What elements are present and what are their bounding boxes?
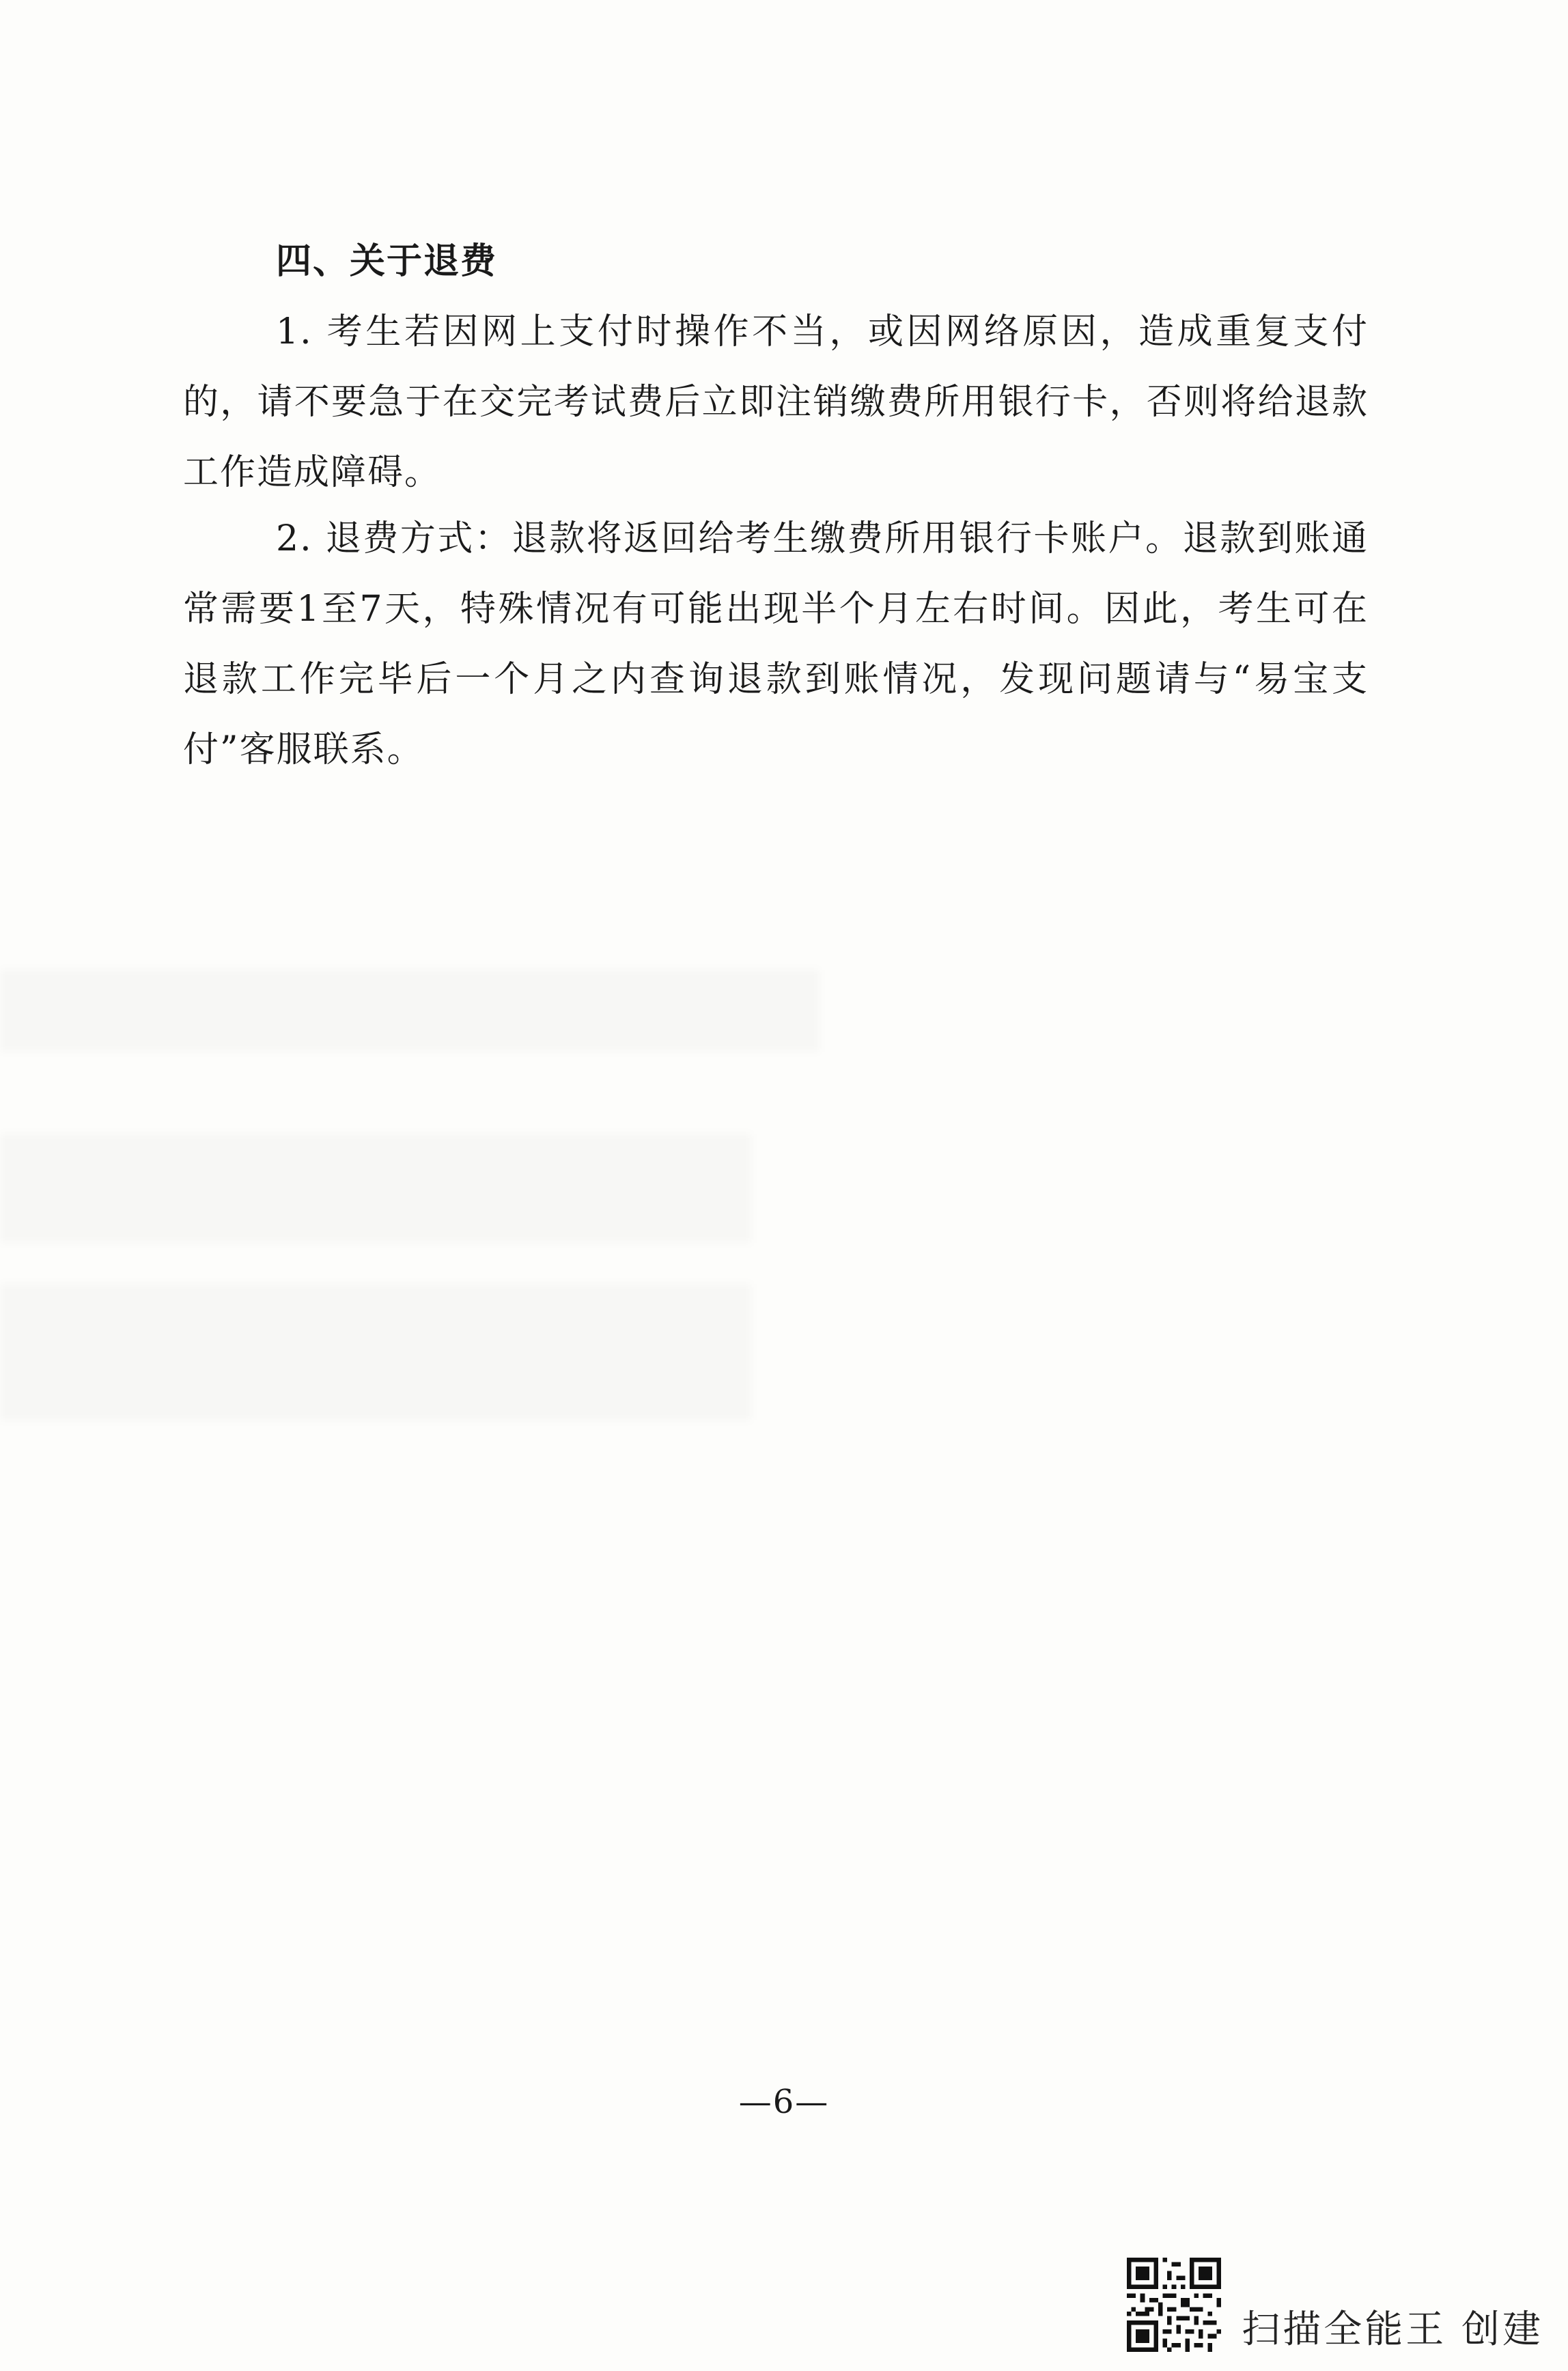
paragraph-2: 2. 退费方式：退款将返回给考生缴费所用银行卡账户。退款到账通常需要1至7天，特殊情况有可能出现半个月左右时间。因此，考生可在退款工作完毕后一个月之内查询退款到账情况，发现问题请与“易宝支付”客服联系。 (183, 518, 1369, 770)
camscanner-watermark (1127, 2258, 1543, 2352)
watermark-text: 扫描全能王 创建 (1242, 2307, 1543, 2352)
scan-artifact (0, 1284, 751, 1420)
page-number: —6— (738, 2083, 830, 2121)
section-heading: 四、关于退费 (276, 241, 498, 282)
scan-artifact (0, 970, 820, 1052)
scan-artifact (0, 1134, 751, 1243)
paragraph-1: 1. 考生若因网上支付时操作不当，或因网络原因，造成重复支付的，请不要急于在交完考试费后立即注销缴费所用银行卡，否则将给退款工作造成障碍。 (183, 311, 1369, 493)
qr-code-icon (1127, 2258, 1221, 2352)
